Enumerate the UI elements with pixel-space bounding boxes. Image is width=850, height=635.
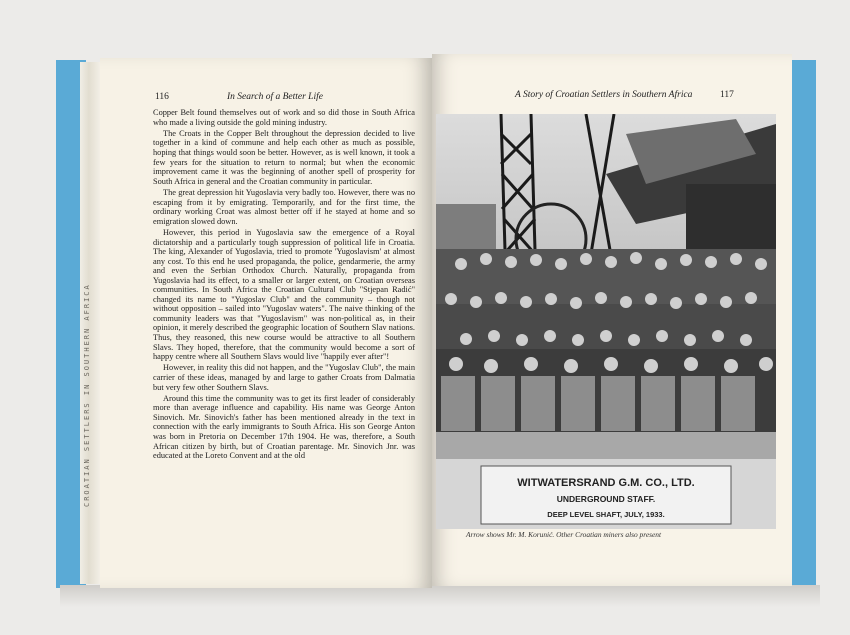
paragraph: The great depression hit Yugoslavia very badly too. However, there was no escaping from it by emigrating. Temporarily, and for the first time, the ordinary working Croat was almost better off if he stayed at home and so emigration slowed down. xyxy=(153,187,415,226)
group-photograph xyxy=(436,114,776,529)
sign-line-3: DEEP LEVEL SHAFT, JULY, 1933. xyxy=(547,510,665,519)
paragraph: The Croats in the Copper Belt throughout the depression decided to live together in a kind of commune and help each other as much as possible, hoping that things would soon be better. However, as is well known, it took a few years for the situation to return to normal; but when the economic improvement came it was the beginning of another spell of prosperity for South Africa in general and the Croatian community in particular. xyxy=(153,128,415,186)
right-page-number: 117 xyxy=(720,90,734,100)
paragraph: However, in reality this did not happen, and the "Yugoslav Club", the main carrier of these ideas, managed by and large to gather Croats from Dalmatia but very few other Southern Slavs. xyxy=(153,363,415,392)
paragraph: Copper Belt found themselves out of work and so did those in South Africa who made a living outside the gold mining industry. xyxy=(153,108,415,127)
book-shadow xyxy=(60,585,820,607)
left-running-head: In Search of a Better Life xyxy=(227,92,323,102)
spine-text: CROATIAN SETTLERS IN SOUTHERN AFRICA xyxy=(83,283,91,507)
sign-line-2: UNDERGROUND STAFF. xyxy=(556,494,656,504)
sign-line-1: WITWATERSRAND G.M. CO., LTD. xyxy=(517,477,695,489)
left-page-body xyxy=(153,108,415,462)
left-page-number: 116 xyxy=(155,92,169,102)
paragraph: However, this period in Yugoslavia saw the emergence of a Royal dictatorship and a particularly tough suppression of political life in Croatia. The king, Alexander of Yugoslavia, tried to promote 'Yugoslavism' at almost any cost. To this end he used propaganda, the police, gendarmerie, the army and even the Serbian Orthodox Church. Naturally, propaganda from Yugoslavia had its effect, to a smaller or larger extent, on Croatian overseas communities. In South Africa the Croatian Cultural Club "Stjepan Radić" changed its name to "Yugoslav Club" and the community – though not without opposition – sailed into "Yugoslav waters". The naive thinking of the community leaders was that "Yugoslavism" was non-political as, in their opinion, it merely described the geographic location of Southern Slav nations. Thus, they reasoned, this new course would be attractive to all Southern Slavs. They hoped, therefore, that the community would become a sort of happy centre where all Southern Slavs would live "happily ever after"! xyxy=(153,227,415,362)
paragraph: Around this time the community was to get its first leader of considerably more than average influence and capability. His name was George Anton Sinovich. Mr. Sinovich's father has been mentioned already in the text in connection with the early immigrants to South Africa. His son George Anton was born in Pretoria on December 17th 1904. He was, therefore, a South African citizen by birth, but of Croatian parentage. Mr. Sinovich Jnr. was educated at the Loreto Convent and at the old xyxy=(153,393,415,461)
right-running-head: A Story of Croatian Settlers in Southern Africa xyxy=(515,90,693,100)
book-cover-right xyxy=(790,60,816,588)
photo-image xyxy=(436,114,776,529)
photo-caption: Arrow shows Mr. M. Korunić. Other Croatian miners also present xyxy=(466,530,662,539)
